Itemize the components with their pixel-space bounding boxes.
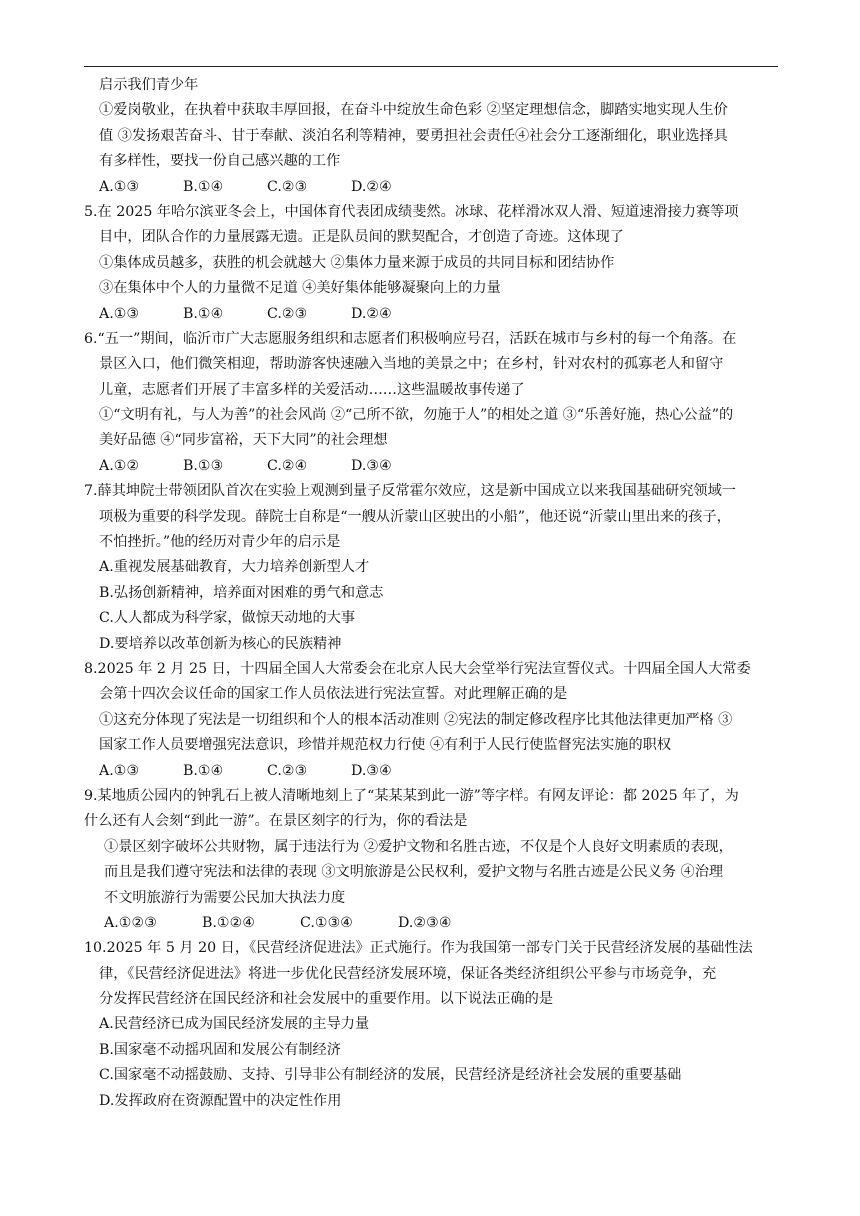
answer-option: B.①④ bbox=[183, 305, 224, 322]
text-line: ①集体成员越多，获胜的机会就越大 ②集体力量来源于成员的共同目标和团结协作 bbox=[99, 254, 615, 271]
answer-option: A.①③ bbox=[99, 305, 140, 322]
text-line: ①这充分体现了宪法是一切组织和个人的根本活动准则 ②宪法的制定修改程序比其他法律更加严格 ③ bbox=[99, 711, 733, 728]
text-line: C.人人都成为科学家，做惊天动地的大事 bbox=[99, 610, 356, 627]
text-line: A.重视发展基础教育，大力培养创新型人才 bbox=[99, 559, 370, 576]
answer-option: A.①② bbox=[99, 457, 140, 474]
answer-option: B.①②④ bbox=[202, 914, 256, 931]
exam-page bbox=[84, 73, 784, 1114]
text-line: B.弘扬创新精神，培养面对困难的勇气和意志 bbox=[99, 584, 384, 601]
text-line: 值 ③发扬艰苦奋斗、甘于奉献、淡泊名利等精神，要勇担社会责任④社会分工逐渐细化，职业选择具 bbox=[99, 127, 728, 144]
text-line: 不怕挫折。”他的经历对青少年的启示是 bbox=[99, 534, 341, 551]
answer-option: C.②④ bbox=[267, 457, 308, 474]
text-line: ①爱岗敬业，在执着中获取丰厚回报，在奋斗中绽放生命色彩 ②坚定理想信念，脚踏实地实现人生价 bbox=[99, 102, 728, 119]
text-line: A.民营经济已成为国民经济发展的主导力量 bbox=[99, 1016, 370, 1033]
text-line: 美好品德 ④“同步富裕，天下大同”的社会理想 bbox=[99, 432, 388, 449]
text-line: 目中，团队合作的力量展露无遗。正是队员间的默契配合，才创造了奇迹。这体现了 bbox=[99, 229, 624, 246]
answer-options bbox=[84, 759, 784, 784]
text-line: 律，《民营经济促进法》将进一步优化民营经济发展环境，保证各类经济组织公平参与市场竞争，充 bbox=[99, 965, 717, 982]
answer-option: A.①③ bbox=[99, 762, 140, 779]
answer-option: D.②④ bbox=[351, 178, 392, 195]
answer-option: B.①④ bbox=[183, 762, 224, 779]
answer-options bbox=[84, 302, 784, 327]
text-line: 有多样性，要找一份自己感兴趣的工作 bbox=[99, 153, 341, 170]
answer-option: A.①②③ bbox=[104, 914, 157, 931]
text-line: 10.2025 年 5 月 20 日，《民营经济促进法》正式施行。作为我国第一部专门关于民营经济发展的基础性法 bbox=[84, 940, 753, 957]
text-line: 8.2025 年 2 月 25 日，十四届全国人大常委会在北京人民大会堂举行宪法宣誓仪式。十四届全国人大常委 bbox=[84, 660, 751, 677]
answer-option: C.①③④ bbox=[300, 914, 354, 931]
answer-options bbox=[84, 175, 784, 200]
answer-option: B.①④ bbox=[183, 178, 224, 195]
text-line: 6.“五一”期间，临沂市广大志愿服务组织和志愿者们积极响应号召，活跃在城市与乡村的每一个角落。在 bbox=[84, 330, 737, 347]
text-line: 不文明旅游行为需要公民加大执法力度 bbox=[104, 889, 346, 906]
text-line: C.国家毫不动摇鼓励、支持、引导非公有制经济的发展，民营经济是经济社会发展的重要基础 bbox=[99, 1067, 682, 1084]
answer-option: B.①③ bbox=[183, 457, 224, 474]
text-line: ①景区刻字破坏公共财物，属于违法行为 ②爱护文物和名胜古迹，不仅是个人良好文明素质的表现， bbox=[104, 838, 733, 855]
text-line: 9.某地质公园内的钟乳石上被人清晰地刻上了“某某某到此一游”等字样。有网友评论：都 2025 年了，为 bbox=[84, 787, 739, 804]
text-line: ①“文明有礼，与人为善”的社会风尚 ②“己所不欲，勿施于人”的相处之道 ③“乐善好施，热心公益”的 bbox=[99, 407, 734, 424]
header-rule bbox=[84, 66, 778, 67]
answer-option: D.③④ bbox=[351, 457, 392, 474]
text-line: D.发挥政府在资源配置中的决定性作用 bbox=[99, 1092, 342, 1109]
answer-option: C.②③ bbox=[267, 178, 308, 195]
text-line: B.国家毫不动摇巩固和发展公有制经济 bbox=[99, 1041, 341, 1058]
text-line: 而且是我们遵守宪法和法律的表现 ③文明旅游是公民权利，爱护文物与名胜古迹是公民义务 ④治理 bbox=[104, 864, 724, 881]
answer-option: C.②③ bbox=[267, 762, 308, 779]
text-line: 分发挥民营经济在国民经济和社会发展中的重要作用。以下说法正确的是 bbox=[99, 991, 554, 1008]
text-line: 5.在 2025 年哈尔滨亚冬会上，中国体育代表团成绩斐然。冰球、花样滑冰双人滑、短道速滑接力赛等项 bbox=[84, 203, 739, 220]
text-line: 项极为重要的科学发现。薛院士自称是“一艘从沂蒙山区驶出的小船”，他还说“沂蒙山里出来的孩子， bbox=[99, 508, 731, 525]
answer-option: D.②③④ bbox=[398, 914, 452, 931]
answer-option: D.②④ bbox=[351, 305, 392, 322]
text-line: 会第十四次会议任命的国家工作人员依法进行宪法宣誓。对此理解正确的是 bbox=[99, 686, 568, 703]
text-line: 什么还有人会刻“到此一游”。在景区刻字的行为，你的看法是 bbox=[84, 813, 468, 830]
text-line: 国家工作人员要增强宪法意识，珍惜并规范权力行使 ④有利于人民行使监督宪法实施的职权 bbox=[99, 737, 672, 754]
text-line: 儿童，志愿者们开展了丰富多样的关爱活动……这些温暖故事传递了 bbox=[99, 381, 525, 398]
answer-option: D.③④ bbox=[351, 762, 392, 779]
text-line: 7.薛其坤院士带领团队首次在实验上观测到量子反常霍尔效应，这是新中国成立以来我国基础研究领域一 bbox=[84, 483, 736, 500]
text-line: ③在集体中个人的力量微不足道 ④美好集体能够凝聚向上的力量 bbox=[99, 280, 501, 297]
answer-option: A.①③ bbox=[99, 178, 140, 195]
answer-options bbox=[84, 454, 784, 479]
text-line: 启示我们青少年 bbox=[99, 77, 199, 93]
answer-option: C.②③ bbox=[267, 305, 308, 322]
answer-options bbox=[84, 911, 784, 936]
text-line: D.要培养以改革创新为核心的民族精神 bbox=[99, 635, 342, 652]
text-line: 景区入口，他们微笑相迎，帮助游客快速融入当地的美景之中；在乡村，针对农村的孤寡老人和留守 bbox=[99, 356, 724, 373]
